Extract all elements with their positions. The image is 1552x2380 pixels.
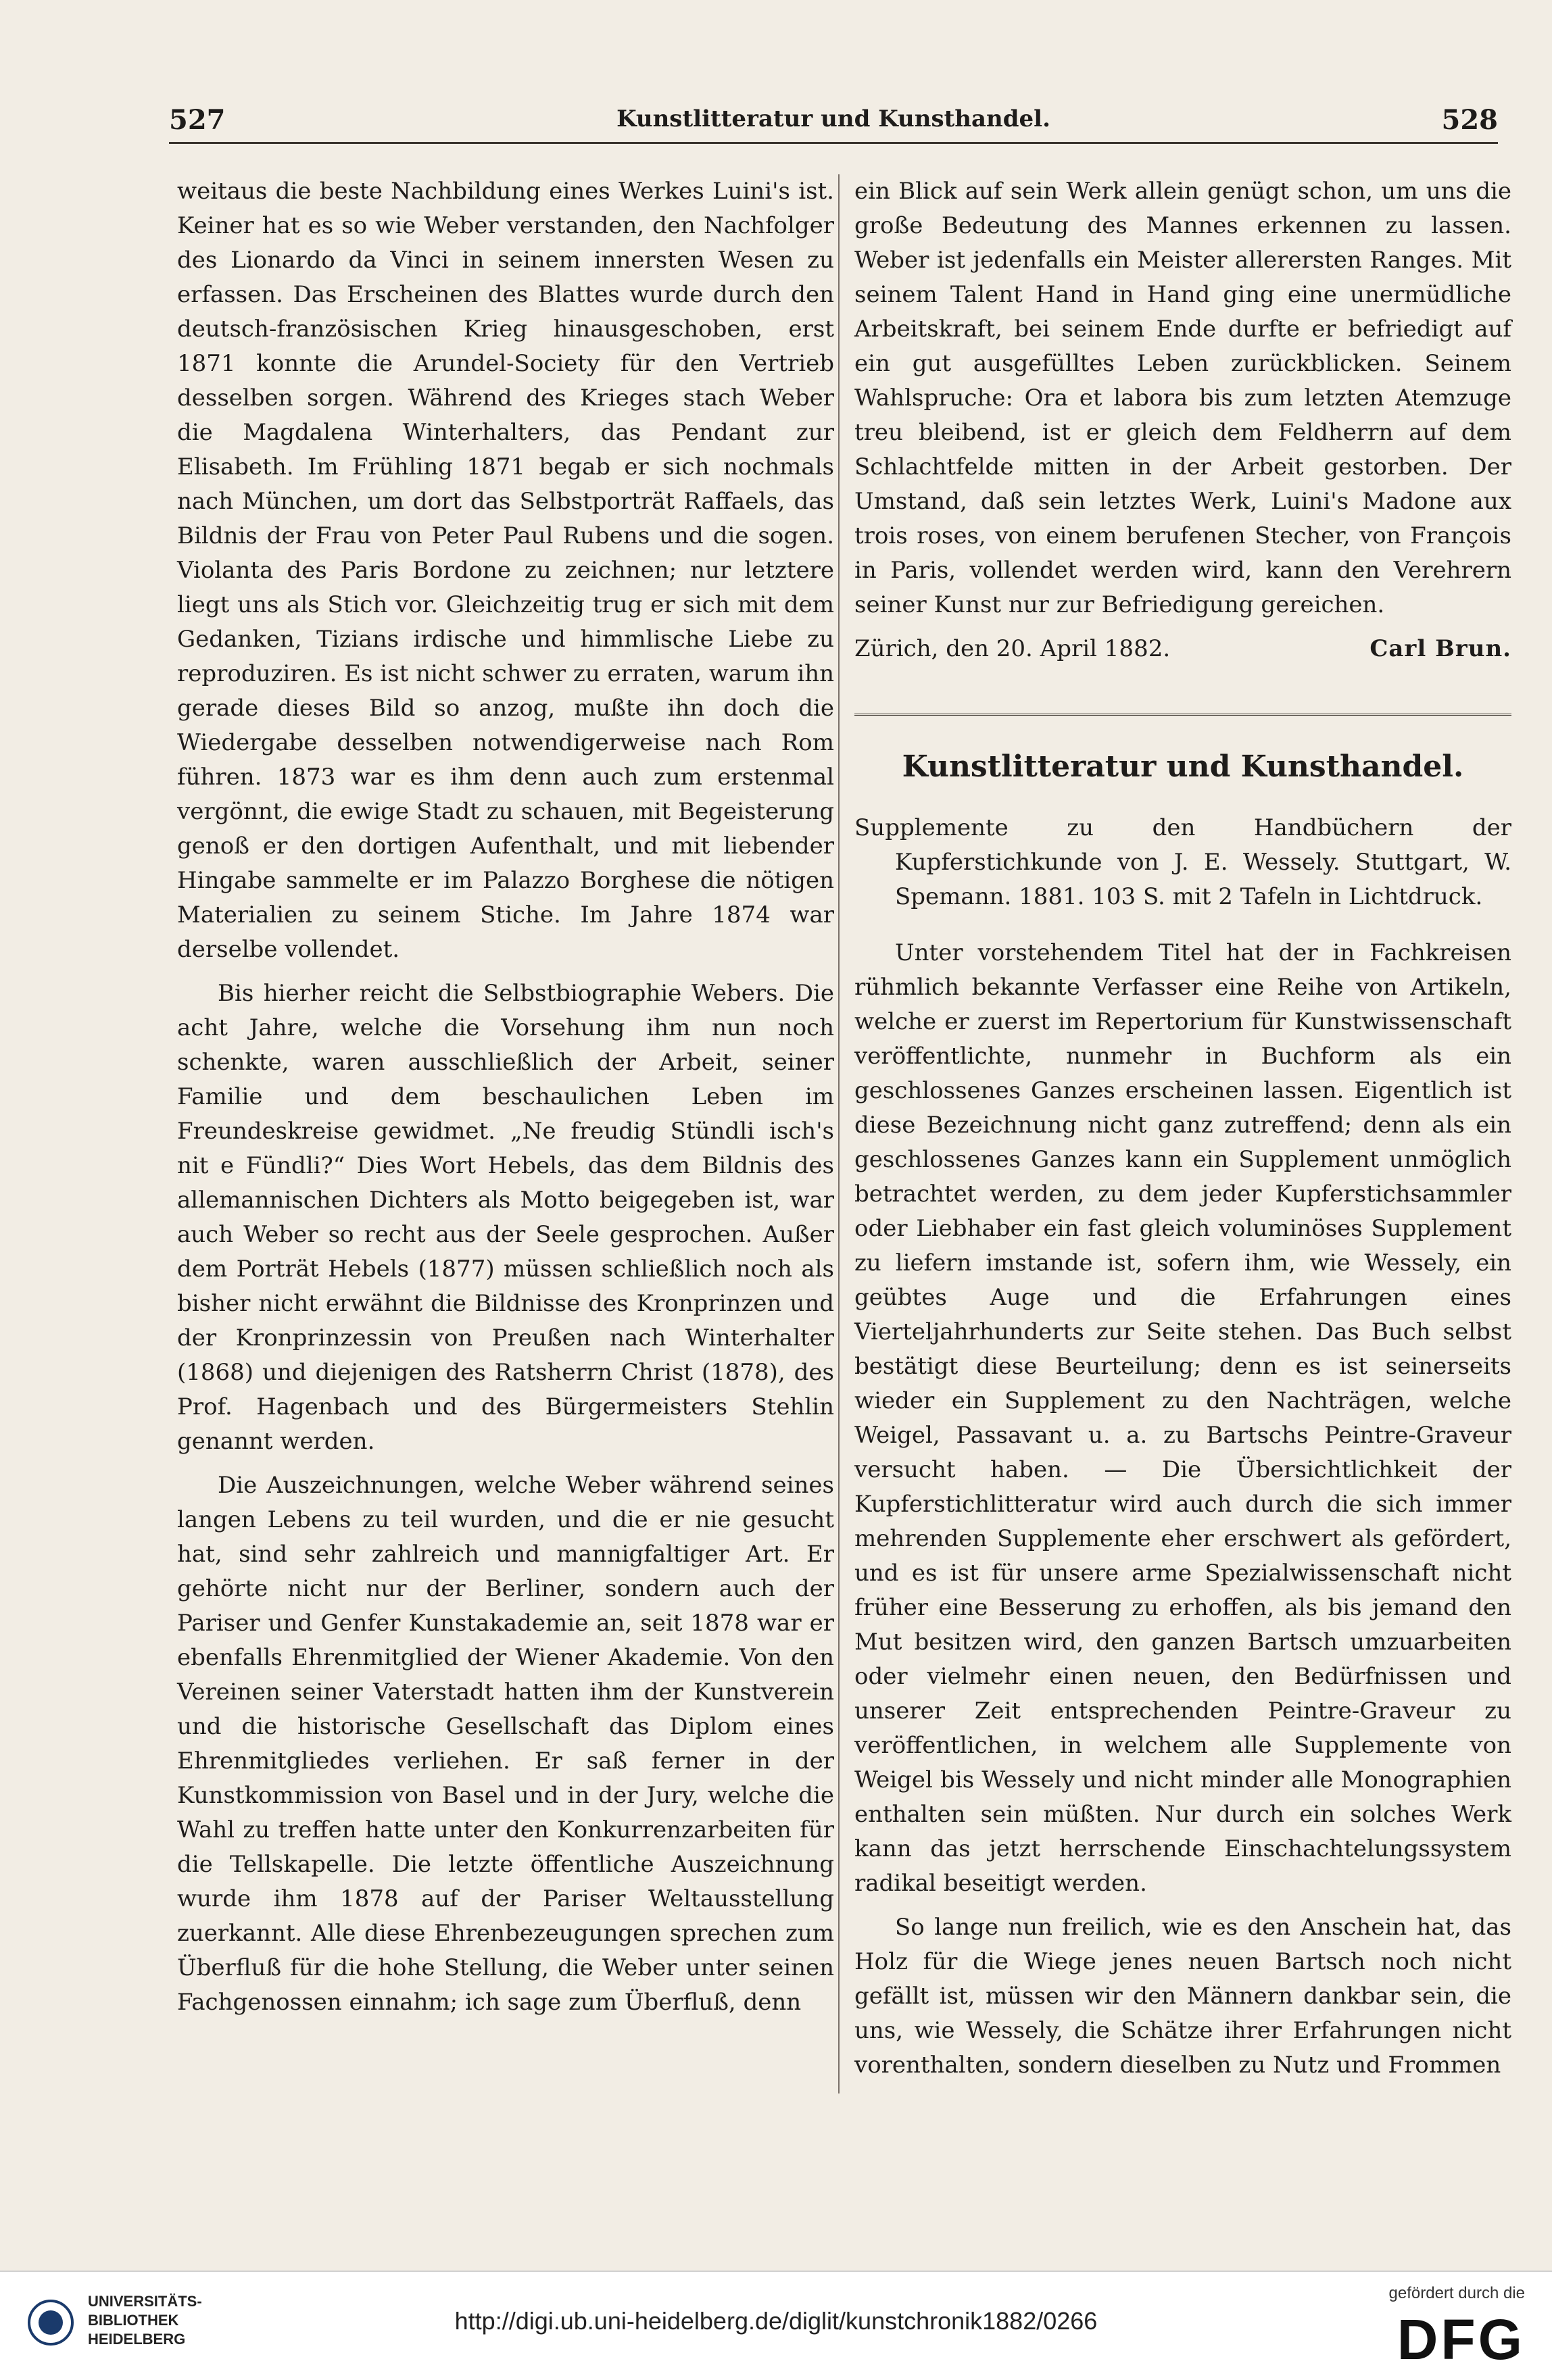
signoff-author: Carl Brun.	[1369, 635, 1511, 662]
funding-note: gefördert durch die	[1388, 2284, 1525, 2302]
signoff	[854, 632, 1511, 666]
section-title: Kunstlitteratur und Kunsthandel.	[902, 749, 1464, 784]
running-title: Kunstlitteratur und Kunsthandel.	[616, 105, 1050, 132]
paragraph: Die Auszeichnungen, welche Weber während seines langen Lebens zu teil wurden, und die er nie gesucht hat, sind sehr zahlreich und mannigfaltiger Art. Er gehörte nicht nur der Berliner, sondern auch der Pariser und Genfer Kunstakademie an, seit 1878 war er ebenfalls Ehrenmitglied der Wiener Akademie. Von den Vereinen seiner Vaterstadt hatten ihm der Kunstverein und die historische Gesellschaft das Diplom eines Ehrenmitgliedes verliehen. Er saß ferner in der Kunstkommission von Basel und in der Jury, welche die Wahl zu treffen hatte unter den Konkurrenzarbeiten für die Tellskapelle. Die letzte öffentliche Auszeichnung wurde ihm 1878 auf der Pariser Weltausstellung zuerkannt. Alle diese Ehrenbezeugungen sprechen zum Überfluß für die hohe Stellung, die Weber unter seinen Fachgenossen einnahm; ich sage zum Überfluß, denn	[177, 1472, 834, 2016]
paragraph: So lange nun freilich, wie es den Anschein hat, das Holz für die Wiege jenes neuen Bartsch noch nicht gefällt ist, müssen wir den Männern dankbar sein, die uns, wie Wessely, die Schätze ihrer Erfahrungen nicht vorenthalten, sondern dieselben zu Nutz und Frommen	[854, 1914, 1511, 2079]
dfg-logo: DFG	[1397, 2308, 1525, 2371]
library-name: UNIVERSITÄTS- BIBLIOTHEK HEIDELBERG	[88, 2293, 202, 2348]
page-number-right: 528	[1441, 104, 1498, 136]
paragraph: ein Blick auf sein Werk allein genügt schon, um uns die große Bedeutung des Mannes erkennen zu lassen. Weber ist jedenfalls ein Meister allerersten Ranges. Mit seinem Talent Hand in Hand ging eine unermüdliche Arbeitskraft, bei seinem Ende durfte er befriedigt auf ein gut ausgefülltes Leben zurückblicken. Seinem Wahlspruche: Ora et labora bis zum letzten Atemzuge treu bleibend, ist er gleich dem Feldherrn auf dem Schlachtfelde mitten in der Arbeit gestorben. Der Umstand, daß sein letztes Werk, Luini's Madone aux trois roses, von einem berufenen Stecher, von François in Paris, vollendet werden wird, kann den Verehrern seiner Kunst nur zur Befriedigung gereichen.	[854, 178, 1511, 618]
paragraph: Unter vorstehendem Titel hat der in Fachkreisen rühmlich bekannte Verfasser eine Reihe von Artikeln, welche er zuerst im Repertorium für Kunstwissenschaft veröffentlichte, nunmehr in Buchform als ein geschlossenes Ganzes erscheinen lassen. Eigentlich ist diese Bezeichnung nicht ganz zutreffend; denn als ein geschlossenes Ganzes kann ein Supplement unmöglich betrachtet werden, zu dem jeder Kupferstichsammler oder Liebhaber ein fast gleich voluminöses Supplement zu liefern imstande ist, sofern ihm, wie Wessely, ein geübtes Auge und die Erfahrungen eines Vierteljahrhunderts zur Seite stehen. Das Buch selbst bestätigt diese Beurteilung; denn es ist seinerseits wieder ein Supplement zu den Nachträgen, welche Weigel, Passavant u. a. zu Bartschs Peintre-Graveur versucht haben. — Die Übersichtlichkeit der Kupferstichlitteratur wird auch durch die sich immer mehrenden Supplemente eher erschwert als gefördert, und es ist für unsere arme Spezialwissenschaft nicht früher eine Besserung zu erhoffen, als bis jemand den Mut besitzen wird, den ganzen Bartsch umzuarbeiten oder vielmehr einen neuen, den Bedürfnissen und unserer Zeit entsprechenden Peintre-Graveur zu veröffentlichen, in welchem alle Supplemente von Weigel bis Wessely und nicht minder alle Monographien enthalten sein müßten. Nur durch ein solches Werk kann das jetzt herrschende Einschachtelungssystem radikal beseitigt werden.	[854, 939, 1511, 1897]
signoff-place-date: Zürich, den 20. April 1882.	[854, 635, 1171, 662]
page-number-left: 527	[169, 104, 226, 136]
paragraph: weitaus die beste Nachbildung eines Werkes Luini's ist. Keiner hat es so wie Weber verstanden, den Nachfolger des Lionardo da Vinci in seinem innersten Wesen zu erfassen. Das Erscheinen des Blattes wurde durch den deutsch-französischen Krieg hinausgeschoben, erst 1871 konnte die Arundel-Society für den Vertrieb desselben sorgen. Während des Krieges stach Weber die Magdalena Winterhalters, das Pendant zur Elisabeth. Im Frühling 1871 begab er sich nochmals nach München, um dort das Selbstporträt Raffaels, das Bildnis der Frau von Peter Paul Rubens und die sogen. Violanta des Paris Bordone zu zeichnen; nur letztere liegt uns als Stich vor. Gleichzeitig trug er sich mit dem Gedanken, Tizians irdische und himmlische Liebe zu reproduziren. Es ist nicht schwer zu erraten, warum ihn gerade dieses Bild so anzog, mußte ihn doch die Wiedergabe desselben notwendigerweise nach Rom führen. 1873 war es ihm denn auch zum erstenmal vergönnt, die ewige Stadt zu schauen, mit Begeisterung genoß er den dortigen Aufenthalt, und mit liebender Hingabe sammelte er im Palazzo Borghese die nötigen Materialien zu seinem Stiche. Im Jahre 1874 war derselbe vollendet.	[177, 178, 834, 963]
paragraph: Bis hierher reicht die Selbstbiographie Webers. Die acht Jahre, welche die Vorsehung ihm nun noch schenkte, waren ausschließlich der Arbeit, seiner Familie und dem beschaulichen Leben im Freundeskreise gewidmet. „Ne freudig Stündli isch's nit e Fündli?“ Dies Wort Hebels, das dem Bildnis des allemannischen Dichters als Motto beigegeben ist, war auch Weber so recht aus der Seele gesprochen. Außer dem Porträt Hebels (1877) müssen schließlich noch als bisher nicht erwähnt die Bildnisse des Kronprinzen und der Kronprinzessin von Preußen nach Winterhalter (1868) und diejenigen des Ratsherrn Christ (1878), des Prof. Hagenbach und des Bürgermeisters Stehlin genannt werden.	[177, 980, 834, 1455]
footer-bar	[0, 2271, 1552, 2380]
column-divider	[838, 174, 840, 2093]
section-divider	[854, 714, 1511, 716]
page-header	[169, 101, 1498, 144]
review-heading: Supplemente zu den Handbüchern der Kupferstichkunde von J. E. Wessely. Stuttgart, W. Spemann. 1881. 103 S. mit 2 Tafeln in Lichtdruck.	[854, 814, 1511, 910]
right-column	[854, 174, 1511, 2092]
left-column	[177, 174, 834, 2029]
source-url-link[interactable]: http://digi.ub.uni-heidelberg.de/diglit/kunstchronik1882/0266	[454, 2307, 1098, 2335]
